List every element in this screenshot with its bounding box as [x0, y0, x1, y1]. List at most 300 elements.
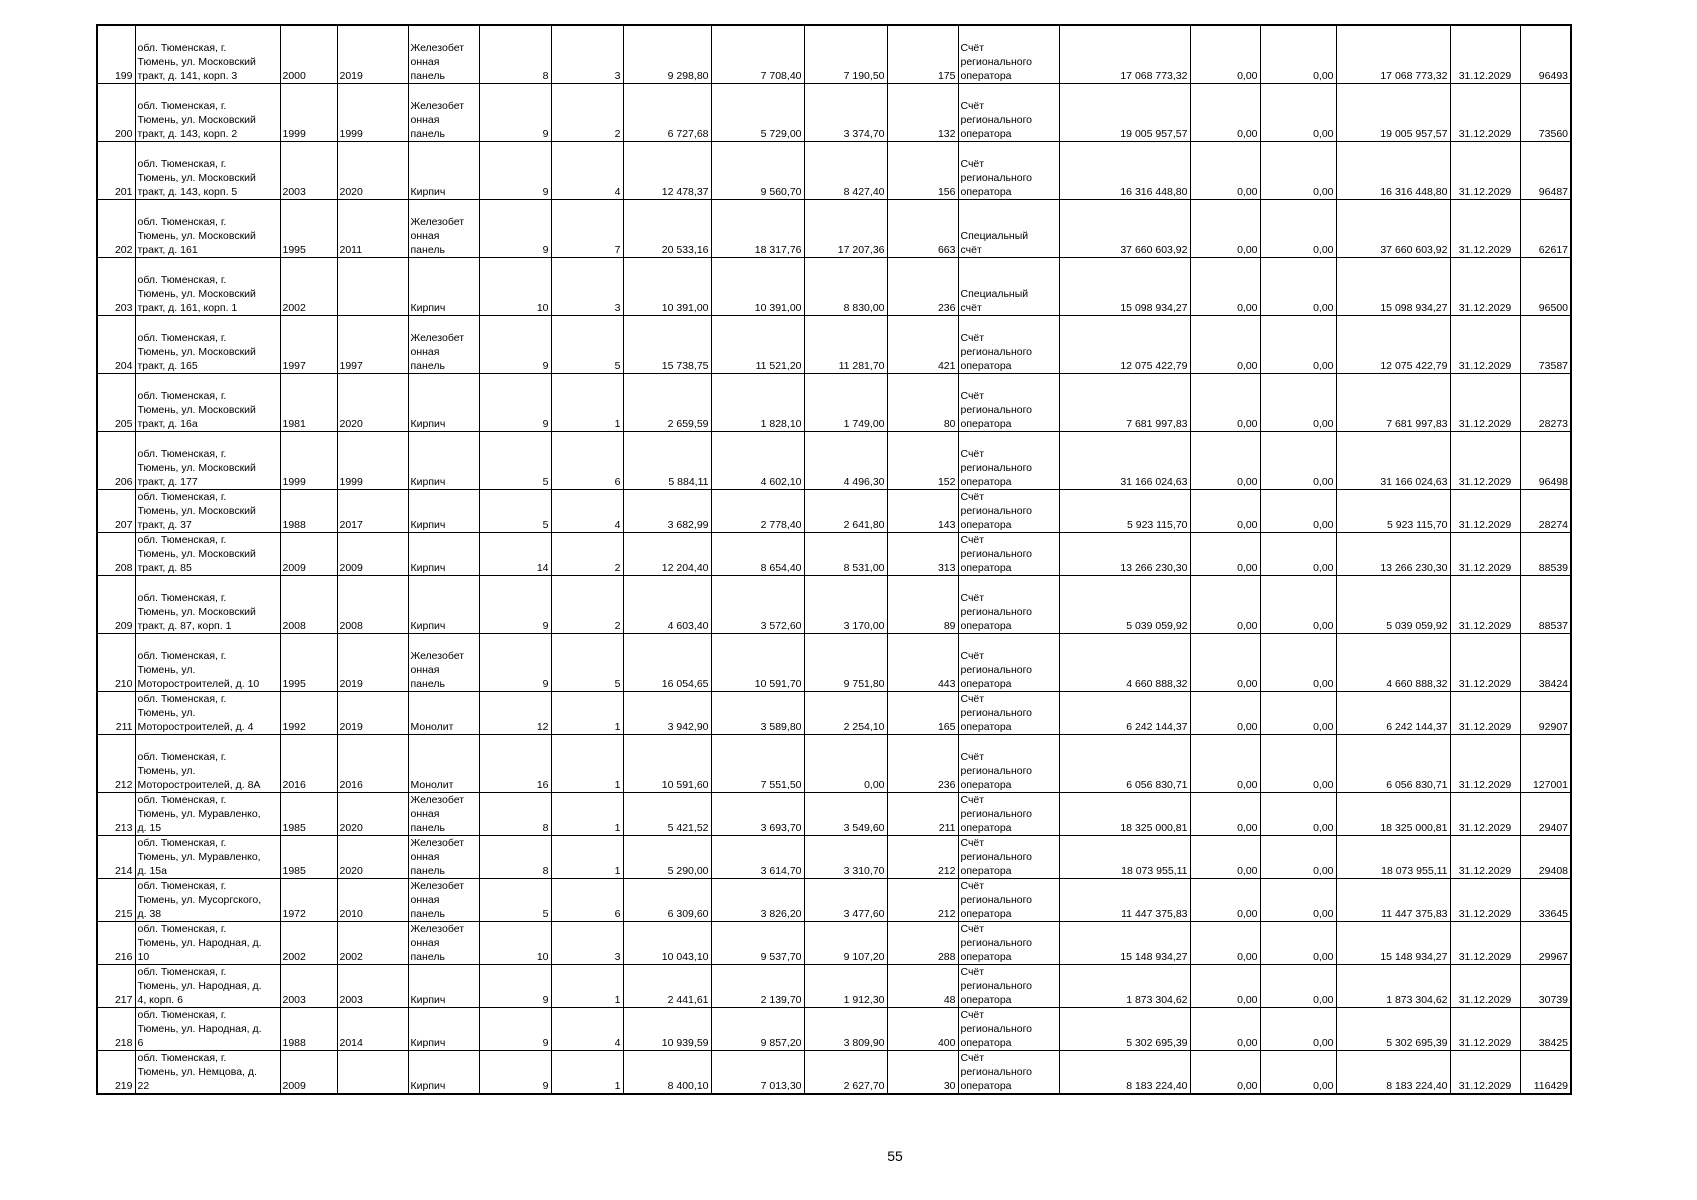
cell-area-residential: 2 254,10: [804, 692, 887, 735]
cell-residents: 236: [887, 258, 958, 316]
cell-repair-cost: 18 073 955,11: [1059, 836, 1190, 879]
cell-year-overhaul: 2003: [337, 965, 408, 1008]
cell-year-built: 1995: [280, 634, 337, 692]
cell-deadline: 31.12.2029: [1450, 836, 1520, 879]
cell-house-code: 127001: [1520, 735, 1571, 793]
cell-floors: 9: [479, 84, 551, 142]
table-row: [97, 374, 1571, 432]
cell-fund-method: Счёт регионального оператора: [958, 25, 1059, 84]
cell-residents: 152: [887, 432, 958, 490]
cell-floors: 9: [479, 965, 551, 1008]
cell-area-living: 9 857,20: [711, 1008, 804, 1051]
cell-area-residential: 3 477,60: [804, 879, 887, 922]
cell-area-living: 3 693,70: [711, 793, 804, 836]
cell-year-overhaul: 2019: [337, 25, 408, 84]
cell-cost-share-1: 0,00: [1190, 793, 1260, 836]
cell-fund-method: Счёт регионального оператора: [958, 490, 1059, 533]
cell-entrances: 6: [551, 879, 623, 922]
cell-area-living: 3 826,20: [711, 879, 804, 922]
cell-total-area: 20 533,16: [623, 200, 711, 258]
cell-deadline: 31.12.2029: [1450, 576, 1520, 634]
table-row: [97, 432, 1571, 490]
page-number: 55: [887, 1148, 903, 1164]
cell-entrances: 4: [551, 490, 623, 533]
cell-fund-method: Счёт регионального оператора: [958, 84, 1059, 142]
cell-year-built: 2009: [280, 533, 337, 576]
cell-wall-material: Кирпич: [408, 142, 479, 200]
cell-entrances: 2: [551, 533, 623, 576]
cell-entrances: 2: [551, 576, 623, 634]
cell-repair-cost: 5 039 059,92: [1059, 576, 1190, 634]
cell-floors: 14: [479, 533, 551, 576]
cell-year-overhaul: 1997: [337, 316, 408, 374]
cell-wall-material: Железобет онная панель: [408, 922, 479, 965]
cell-total-area: 5 290,00: [623, 836, 711, 879]
cell-row-number: 211: [97, 692, 135, 735]
cell-deadline: 31.12.2029: [1450, 432, 1520, 490]
cell-house-code: 96493: [1520, 25, 1571, 84]
cell-entrances: 1: [551, 965, 623, 1008]
cell-year-overhaul: 2020: [337, 793, 408, 836]
cell-repair-cost: 1 873 304,62: [1059, 965, 1190, 1008]
cell-address: обл. Тюменская, г. Тюмень, ул. Московский тракт, д. 165: [135, 316, 280, 374]
cell-row-number: 202: [97, 200, 135, 258]
cell-entrances: 4: [551, 1008, 623, 1051]
cell-entrances: 1: [551, 374, 623, 432]
cell-fund-method: Специальный счёт: [958, 258, 1059, 316]
cell-year-built: 2009: [280, 1051, 337, 1095]
cell-wall-material: Железобет онная панель: [408, 793, 479, 836]
cell-fund-method: Счёт регионального оператора: [958, 533, 1059, 576]
cell-cost-share-2: 0,00: [1260, 634, 1336, 692]
cell-house-code: 96500: [1520, 258, 1571, 316]
cell-floors: 9: [479, 1008, 551, 1051]
cell-cost-share-1: 0,00: [1190, 25, 1260, 84]
cell-total-cost: 1 873 304,62: [1336, 965, 1450, 1008]
cell-area-residential: 7 190,50: [804, 25, 887, 84]
cell-total-area: 15 738,75: [623, 316, 711, 374]
cell-fund-method: Счёт регионального оператора: [958, 576, 1059, 634]
cell-total-area: 12 204,40: [623, 533, 711, 576]
cell-area-living: 2 778,40: [711, 490, 804, 533]
cell-year-built: 2003: [280, 142, 337, 200]
table-row: [97, 879, 1571, 922]
cell-total-cost: 5 302 695,39: [1336, 1008, 1450, 1051]
cell-cost-share-2: 0,00: [1260, 432, 1336, 490]
cell-address: обл. Тюменская, г. Тюмень, ул. Московский тракт, д. 161: [135, 200, 280, 258]
cell-total-cost: 13 266 230,30: [1336, 533, 1450, 576]
cell-wall-material: Железобет онная панель: [408, 879, 479, 922]
cell-area-residential: 9 107,20: [804, 922, 887, 965]
cell-fund-method: Счёт регионального оператора: [958, 735, 1059, 793]
cell-cost-share-2: 0,00: [1260, 200, 1336, 258]
cell-fund-method: Счёт регионального оператора: [958, 316, 1059, 374]
cell-repair-cost: 18 325 000,81: [1059, 793, 1190, 836]
cell-total-cost: 6 242 144,37: [1336, 692, 1450, 735]
cell-total-cost: 37 660 603,92: [1336, 200, 1450, 258]
cell-repair-cost: 15 098 934,27: [1059, 258, 1190, 316]
cell-wall-material: Монолит: [408, 692, 479, 735]
cell-area-residential: 3 549,60: [804, 793, 887, 836]
table-row: [97, 1051, 1571, 1095]
table-row: [97, 735, 1571, 793]
cell-area-living: 9 560,70: [711, 142, 804, 200]
cell-address: обл. Тюменская, г. Тюмень, ул. Московский тракт, д. 87, корп. 1: [135, 576, 280, 634]
cell-area-living: 10 591,70: [711, 634, 804, 692]
table-row: [97, 1008, 1571, 1051]
cell-total-area: 6 727,68: [623, 84, 711, 142]
cell-floors: 9: [479, 142, 551, 200]
cell-cost-share-1: 0,00: [1190, 634, 1260, 692]
cell-total-cost: 18 325 000,81: [1336, 793, 1450, 836]
cell-deadline: 31.12.2029: [1450, 634, 1520, 692]
cell-area-residential: 1 749,00: [804, 374, 887, 432]
cell-area-living: 11 521,20: [711, 316, 804, 374]
cell-area-residential: 3 170,00: [804, 576, 887, 634]
cell-deadline: 31.12.2029: [1450, 692, 1520, 735]
cell-area-living: 4 602,10: [711, 432, 804, 490]
cell-house-code: 29408: [1520, 836, 1571, 879]
cell-row-number: 206: [97, 432, 135, 490]
cell-residents: 421: [887, 316, 958, 374]
cell-address: обл. Тюменская, г. Тюмень, ул. Народная, д. 6: [135, 1008, 280, 1051]
cell-year-overhaul: 2010: [337, 879, 408, 922]
cell-floors: 9: [479, 1051, 551, 1095]
cell-cost-share-1: 0,00: [1190, 692, 1260, 735]
cell-wall-material: Кирпич: [408, 258, 479, 316]
cell-floors: 5: [479, 490, 551, 533]
cell-house-code: 28273: [1520, 374, 1571, 432]
cell-fund-method: Счёт регионального оператора: [958, 1051, 1059, 1095]
cell-residents: 165: [887, 692, 958, 735]
cell-year-built: 1988: [280, 1008, 337, 1051]
cell-address: обл. Тюменская, г. Тюмень, ул. Московский тракт, д. 143, корп. 2: [135, 84, 280, 142]
cell-total-area: 6 309,60: [623, 879, 711, 922]
cell-row-number: 205: [97, 374, 135, 432]
cell-residents: 313: [887, 533, 958, 576]
cell-address: обл. Тюменская, г. Тюмень, ул. Московский тракт, д. 177: [135, 432, 280, 490]
cell-year-built: 2000: [280, 25, 337, 84]
cell-year-overhaul: 2020: [337, 836, 408, 879]
cell-entrances: 1: [551, 1051, 623, 1095]
table-row: [97, 836, 1571, 879]
cell-area-residential: 3 374,70: [804, 84, 887, 142]
cell-year-built: 1999: [280, 432, 337, 490]
cell-total-area: 10 391,00: [623, 258, 711, 316]
cell-cost-share-2: 0,00: [1260, 374, 1336, 432]
cell-fund-method: Специальный счёт: [958, 200, 1059, 258]
cell-cost-share-2: 0,00: [1260, 735, 1336, 793]
cell-area-residential: 8 427,40: [804, 142, 887, 200]
cell-year-overhaul: 2020: [337, 374, 408, 432]
cell-fund-method: Счёт регионального оператора: [958, 965, 1059, 1008]
table-row: [97, 576, 1571, 634]
cell-entrances: 7: [551, 200, 623, 258]
cell-wall-material: Железобет онная панель: [408, 316, 479, 374]
cell-total-area: 10 939,59: [623, 1008, 711, 1051]
cell-residents: 400: [887, 1008, 958, 1051]
cell-cost-share-1: 0,00: [1190, 576, 1260, 634]
cell-wall-material: Кирпич: [408, 490, 479, 533]
cell-cost-share-2: 0,00: [1260, 576, 1336, 634]
cell-total-area: 4 603,40: [623, 576, 711, 634]
cell-deadline: 31.12.2029: [1450, 374, 1520, 432]
cell-repair-cost: 6 242 144,37: [1059, 692, 1190, 735]
cell-fund-method: Счёт регионального оператора: [958, 922, 1059, 965]
cell-house-code: 92907: [1520, 692, 1571, 735]
cell-cost-share-1: 0,00: [1190, 879, 1260, 922]
cell-house-code: 29967: [1520, 922, 1571, 965]
cell-cost-share-1: 0,00: [1190, 735, 1260, 793]
cell-total-cost: 15 098 934,27: [1336, 258, 1450, 316]
cell-area-residential: 11 281,70: [804, 316, 887, 374]
cell-address: обл. Тюменская, г. Тюмень, ул. Немцова, д. 22: [135, 1051, 280, 1095]
cell-cost-share-2: 0,00: [1260, 490, 1336, 533]
cell-row-number: 203: [97, 258, 135, 316]
cell-total-cost: 15 148 934,27: [1336, 922, 1450, 965]
cell-residents: 175: [887, 25, 958, 84]
cell-total-area: 10 591,60: [623, 735, 711, 793]
cell-total-cost: 5 039 059,92: [1336, 576, 1450, 634]
cell-deadline: 31.12.2029: [1450, 793, 1520, 836]
cell-area-living: 18 317,76: [711, 200, 804, 258]
cell-floors: 5: [479, 879, 551, 922]
cell-wall-material: Монолит: [408, 735, 479, 793]
table-row: [97, 965, 1571, 1008]
cell-entrances: 2: [551, 84, 623, 142]
cell-row-number: 219: [97, 1051, 135, 1095]
cell-year-overhaul: 2011: [337, 200, 408, 258]
cell-deadline: 31.12.2029: [1450, 1008, 1520, 1051]
cell-fund-method: Счёт регионального оператора: [958, 836, 1059, 879]
cell-address: обл. Тюменская, г. Тюмень, ул. Московский тракт, д. 16а: [135, 374, 280, 432]
cell-house-code: 28274: [1520, 490, 1571, 533]
cell-area-residential: 17 207,36: [804, 200, 887, 258]
cell-year-built: 1985: [280, 793, 337, 836]
cell-cost-share-1: 0,00: [1190, 258, 1260, 316]
cell-cost-share-2: 0,00: [1260, 692, 1336, 735]
cell-year-built: 1985: [280, 836, 337, 879]
cell-row-number: 208: [97, 533, 135, 576]
cell-address: обл. Тюменская, г. Тюмень, ул. Мусоргского, д. 38: [135, 879, 280, 922]
cell-house-code: 38425: [1520, 1008, 1571, 1051]
cell-total-area: 3 942,90: [623, 692, 711, 735]
cell-cost-share-2: 0,00: [1260, 793, 1336, 836]
housing-registry-table: [96, 24, 1572, 1095]
cell-house-code: 30739: [1520, 965, 1571, 1008]
cell-cost-share-2: 0,00: [1260, 316, 1336, 374]
cell-row-number: 209: [97, 576, 135, 634]
cell-area-residential: 3 310,70: [804, 836, 887, 879]
cell-address: обл. Тюменская, г. Тюмень, ул. Народная, д. 10: [135, 922, 280, 965]
cell-area-living: 9 537,70: [711, 922, 804, 965]
cell-cost-share-1: 0,00: [1190, 1008, 1260, 1051]
cell-house-code: 73587: [1520, 316, 1571, 374]
cell-area-residential: 1 912,30: [804, 965, 887, 1008]
cell-repair-cost: 15 148 934,27: [1059, 922, 1190, 965]
cell-row-number: 204: [97, 316, 135, 374]
cell-repair-cost: 5 923 115,70: [1059, 490, 1190, 533]
cell-wall-material: Железобет онная панель: [408, 200, 479, 258]
cell-cost-share-1: 0,00: [1190, 142, 1260, 200]
cell-fund-method: Счёт регионального оператора: [958, 634, 1059, 692]
cell-row-number: 207: [97, 490, 135, 533]
cell-year-overhaul: 2014: [337, 1008, 408, 1051]
cell-deadline: 31.12.2029: [1450, 25, 1520, 84]
cell-repair-cost: 13 266 230,30: [1059, 533, 1190, 576]
cell-total-area: 5 421,52: [623, 793, 711, 836]
cell-cost-share-1: 0,00: [1190, 432, 1260, 490]
cell-area-living: 7 708,40: [711, 25, 804, 84]
cell-residents: 288: [887, 922, 958, 965]
cell-residents: 156: [887, 142, 958, 200]
cell-area-living: 1 828,10: [711, 374, 804, 432]
cell-wall-material: Кирпич: [408, 432, 479, 490]
cell-cost-share-2: 0,00: [1260, 836, 1336, 879]
cell-total-cost: 8 183 224,40: [1336, 1051, 1450, 1095]
cell-total-area: 5 884,11: [623, 432, 711, 490]
cell-year-overhaul: 2019: [337, 692, 408, 735]
cell-address: обл. Тюменская, г. Тюмень, ул. Московский тракт, д. 37: [135, 490, 280, 533]
cell-residents: 30: [887, 1051, 958, 1095]
cell-cost-share-1: 0,00: [1190, 965, 1260, 1008]
cell-cost-share-2: 0,00: [1260, 922, 1336, 965]
cell-row-number: 210: [97, 634, 135, 692]
cell-residents: 212: [887, 836, 958, 879]
cell-total-area: 2 441,61: [623, 965, 711, 1008]
cell-cost-share-2: 0,00: [1260, 1051, 1336, 1095]
cell-year-overhaul: 2019: [337, 634, 408, 692]
cell-row-number: 213: [97, 793, 135, 836]
cell-total-cost: 18 073 955,11: [1336, 836, 1450, 879]
cell-total-area: 16 054,65: [623, 634, 711, 692]
cell-repair-cost: 8 183 224,40: [1059, 1051, 1190, 1095]
cell-area-living: 7 013,30: [711, 1051, 804, 1095]
cell-fund-method: Счёт регионального оператора: [958, 1008, 1059, 1051]
cell-year-built: 1972: [280, 879, 337, 922]
cell-area-living: 2 139,70: [711, 965, 804, 1008]
cell-total-area: 10 043,10: [623, 922, 711, 965]
cell-fund-method: Счёт регионального оператора: [958, 142, 1059, 200]
cell-cost-share-2: 0,00: [1260, 1008, 1336, 1051]
table-row: [97, 84, 1571, 142]
cell-deadline: 31.12.2029: [1450, 533, 1520, 576]
cell-entrances: 1: [551, 836, 623, 879]
cell-area-residential: 9 751,80: [804, 634, 887, 692]
cell-address: обл. Тюменская, г. Тюмень, ул. Московский тракт, д. 143, корп. 5: [135, 142, 280, 200]
cell-residents: 132: [887, 84, 958, 142]
cell-address: обл. Тюменская, г. Тюмень, ул. Московский тракт, д. 161, корп. 1: [135, 258, 280, 316]
cell-area-residential: 3 809,90: [804, 1008, 887, 1051]
cell-deadline: 31.12.2029: [1450, 490, 1520, 533]
cell-house-code: 96498: [1520, 432, 1571, 490]
cell-year-overhaul: 2009: [337, 533, 408, 576]
cell-floors: 8: [479, 793, 551, 836]
cell-residents: 211: [887, 793, 958, 836]
cell-total-cost: 5 923 115,70: [1336, 490, 1450, 533]
table-row: [97, 258, 1571, 316]
cell-floors: 12: [479, 692, 551, 735]
cell-entrances: 3: [551, 258, 623, 316]
cell-wall-material: Железобет онная панель: [408, 84, 479, 142]
cell-deadline: 31.12.2029: [1450, 200, 1520, 258]
table-body: [97, 25, 1571, 1094]
cell-deadline: 31.12.2029: [1450, 922, 1520, 965]
cell-address: обл. Тюменская, г. Тюмень, ул. Моторостроителей, д. 4: [135, 692, 280, 735]
cell-residents: 80: [887, 374, 958, 432]
cell-repair-cost: 12 075 422,79: [1059, 316, 1190, 374]
cell-year-built: 2003: [280, 965, 337, 1008]
cell-floors: 9: [479, 374, 551, 432]
table-row: [97, 533, 1571, 576]
cell-cost-share-2: 0,00: [1260, 879, 1336, 922]
cell-wall-material: Кирпич: [408, 576, 479, 634]
cell-fund-method: Счёт регионального оператора: [958, 692, 1059, 735]
cell-repair-cost: 11 447 375,83: [1059, 879, 1190, 922]
cell-floors: 9: [479, 316, 551, 374]
cell-deadline: 31.12.2029: [1450, 879, 1520, 922]
cell-area-residential: 8 830,00: [804, 258, 887, 316]
cell-wall-material: Кирпич: [408, 374, 479, 432]
cell-area-residential: 0,00: [804, 735, 887, 793]
cell-repair-cost: 37 660 603,92: [1059, 200, 1190, 258]
cell-area-residential: 4 496,30: [804, 432, 887, 490]
cell-total-cost: 19 005 957,57: [1336, 84, 1450, 142]
cell-area-living: 3 589,80: [711, 692, 804, 735]
cell-cost-share-2: 0,00: [1260, 142, 1336, 200]
cell-repair-cost: 16 316 448,80: [1059, 142, 1190, 200]
cell-year-built: 1995: [280, 200, 337, 258]
cell-total-cost: 7 681 997,83: [1336, 374, 1450, 432]
cell-house-code: 96487: [1520, 142, 1571, 200]
cell-total-area: 2 659,59: [623, 374, 711, 432]
cell-address: обл. Тюменская, г. Тюмень, ул. Моторостроителей, д. 10: [135, 634, 280, 692]
cell-year-overhaul: 2008: [337, 576, 408, 634]
cell-wall-material: Железобет онная панель: [408, 836, 479, 879]
cell-cost-share-2: 0,00: [1260, 25, 1336, 84]
cell-total-area: 9 298,80: [623, 25, 711, 84]
cell-entrances: 5: [551, 634, 623, 692]
cell-residents: 143: [887, 490, 958, 533]
cell-house-code: 73560: [1520, 84, 1571, 142]
cell-address: обл. Тюменская, г. Тюмень, ул. Моторостроителей, д. 8А: [135, 735, 280, 793]
cell-house-code: 88539: [1520, 533, 1571, 576]
cell-fund-method: Счёт регионального оператора: [958, 793, 1059, 836]
table-row: [97, 316, 1571, 374]
cell-residents: 48: [887, 965, 958, 1008]
cell-wall-material: Кирпич: [408, 965, 479, 1008]
cell-cost-share-2: 0,00: [1260, 258, 1336, 316]
cell-area-living: 5 729,00: [711, 84, 804, 142]
cell-house-code: 88537: [1520, 576, 1571, 634]
cell-entrances: 5: [551, 316, 623, 374]
cell-year-overhaul: [337, 258, 408, 316]
cell-cost-share-1: 0,00: [1190, 533, 1260, 576]
cell-wall-material: Кирпич: [408, 1051, 479, 1095]
cell-year-overhaul: [337, 1051, 408, 1095]
cell-total-cost: 11 447 375,83: [1336, 879, 1450, 922]
cell-floors: 5: [479, 432, 551, 490]
table-row: [97, 25, 1571, 84]
cell-year-overhaul: 1999: [337, 84, 408, 142]
table-row: [97, 793, 1571, 836]
cell-total-cost: 31 166 024,63: [1336, 432, 1450, 490]
cell-year-overhaul: 2002: [337, 922, 408, 965]
cell-floors: 9: [479, 200, 551, 258]
table-row: [97, 922, 1571, 965]
cell-house-code: 29407: [1520, 793, 1571, 836]
cell-total-cost: 6 056 830,71: [1336, 735, 1450, 793]
